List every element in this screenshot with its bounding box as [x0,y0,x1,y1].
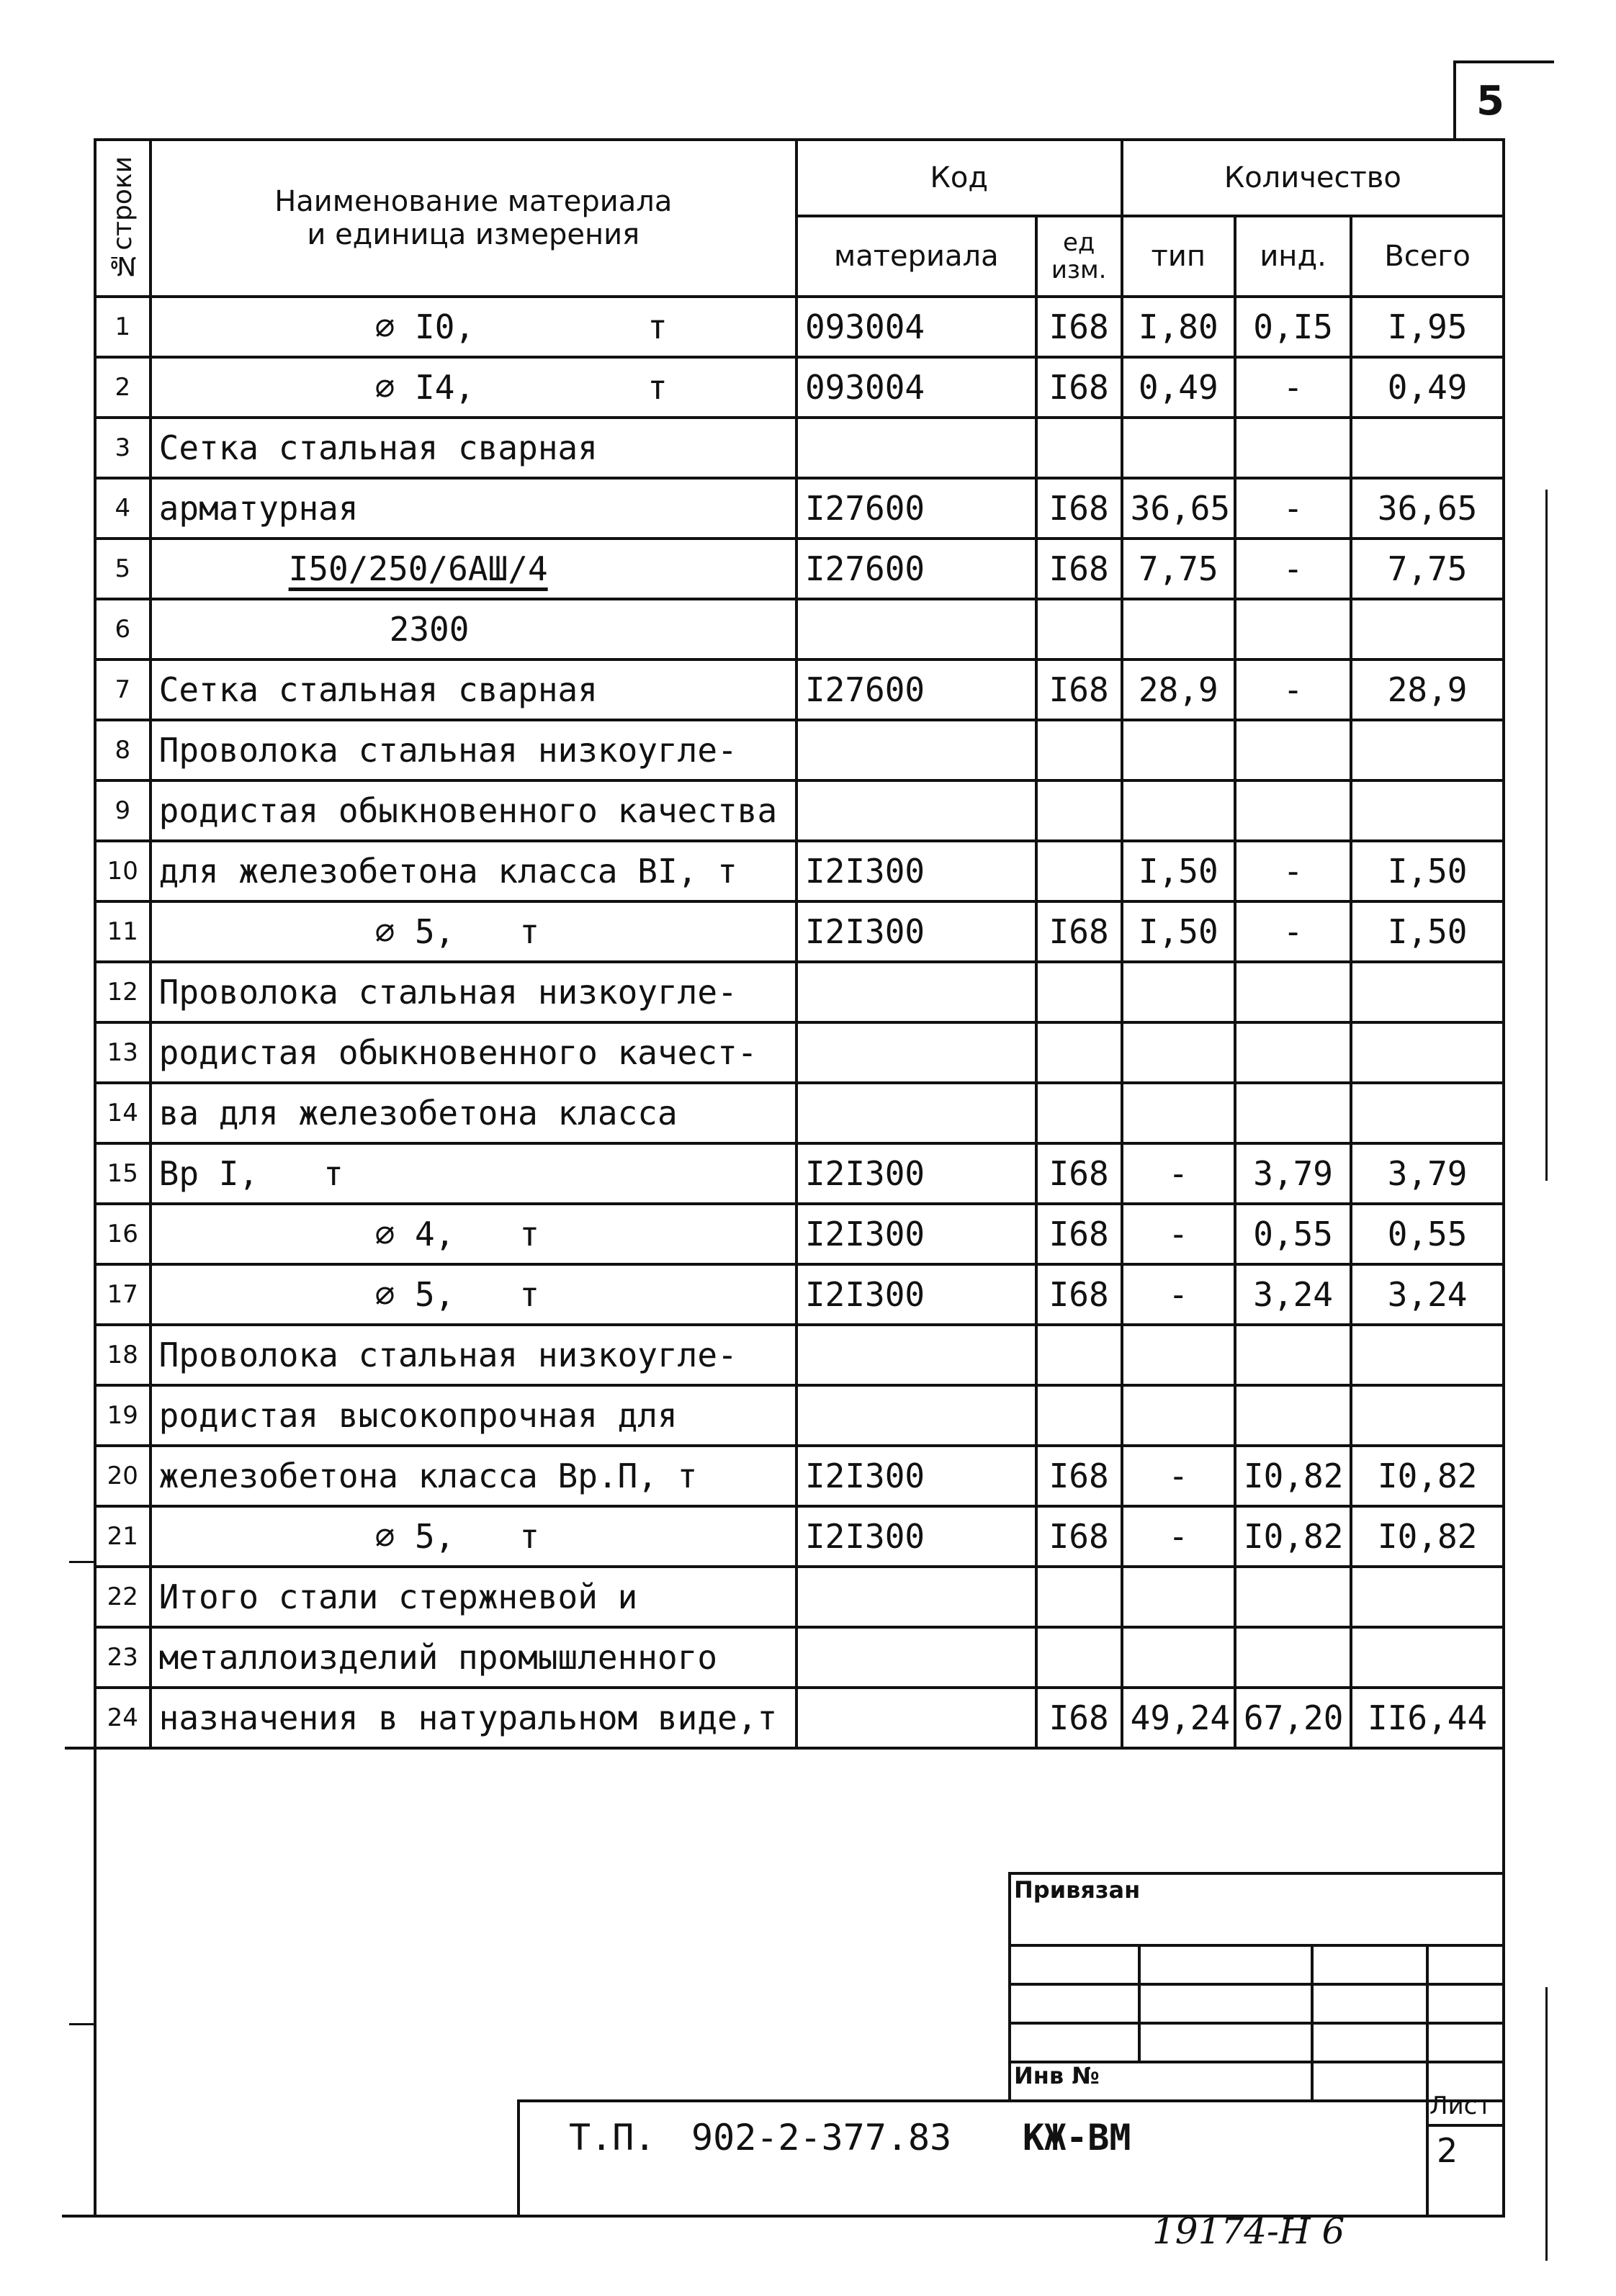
table-row [95,1446,1504,1506]
table-row [95,659,1504,720]
type-quantity [1122,418,1235,478]
ind-quantity [1235,599,1351,659]
row-number: 22 [95,1567,151,1627]
frame-left-bottom [94,1750,96,2218]
material-code: I2I300 [796,901,1036,962]
section-separator [65,1747,1505,1750]
row-number: 1 [95,297,151,357]
total-quantity [1351,1385,1504,1446]
ind-quantity: 0,I5 [1235,297,1351,357]
row-number: 2 [95,357,151,418]
table-row [95,1688,1504,1748]
ind-quantity: 67,20 [1235,1688,1351,1748]
material-name: ∅ 4, т [151,1204,796,1264]
type-quantity [1122,1385,1235,1446]
table-row [95,1627,1504,1688]
total-quantity [1351,1627,1504,1688]
unit-code [1036,1325,1122,1385]
row-number: 5 [95,539,151,599]
type-quantity: I,80 [1122,297,1235,357]
unit-code: I68 [1036,539,1122,599]
material-code: I27600 [796,539,1036,599]
table-row [95,1083,1504,1143]
unit-code: I68 [1036,1264,1122,1325]
type-quantity [1122,720,1235,780]
row-number: 23 [95,1627,151,1688]
material-name: родистая высокопрочная для [151,1385,796,1446]
table-row [95,780,1504,841]
type-quantity: 28,9 [1122,659,1235,720]
material-name: арматурная [151,478,796,539]
table-row [95,418,1504,478]
unit-label: т [519,912,540,951]
document-kind: КЖ-ВМ [1023,2117,1131,2158]
ind-quantity: 3,24 [1235,1264,1351,1325]
handwritten-note: 19174-Н 6 [1152,2210,1345,2252]
total-quantity [1351,720,1504,780]
total-quantity [1351,1567,1504,1627]
inventory-number-label: Инв № [1014,2062,1100,2089]
sheet-number: 2 [1437,2131,1458,2170]
table-row [95,1022,1504,1083]
material-code-header: материала [796,216,1036,297]
type-quantity: - [1122,1446,1235,1506]
table-row [95,720,1504,780]
material-code: I2I300 [796,1264,1036,1325]
type-quantity [1122,1627,1235,1688]
bound-label: Привязан [1014,1876,1141,1904]
total-quantity [1351,1022,1504,1083]
materials-table [94,138,1505,1750]
type-quantity: 0,49 [1122,357,1235,418]
ind-quantity: - [1235,841,1351,901]
sheet-label: Лист [1429,2092,1492,2120]
total-quantity: 36,65 [1351,478,1504,539]
total-quantity: 0,55 [1351,1204,1504,1264]
material-name: родистая обыкновенного качества [151,780,796,841]
row-number: 15 [95,1143,151,1204]
total-quantity [1351,599,1504,659]
total-quantity: 3,79 [1351,1143,1504,1204]
material-name: ∅ 5, т [151,901,796,962]
unit-code [1036,1022,1122,1083]
margin-edge-line [1545,490,1548,1181]
ind-quantity: - [1235,357,1351,418]
unit-code: I68 [1036,1506,1122,1567]
material-name: ∅ 5, т [151,1506,796,1567]
type-quantity [1122,1083,1235,1143]
material-name: I50/250/6АШ/4 [151,539,796,599]
material-name: для железобетона класса BI, т [151,841,796,901]
row-number: 18 [95,1325,151,1385]
unit-code [1036,1567,1122,1627]
material-code: I2I300 [796,1204,1036,1264]
total-quantity [1351,418,1504,478]
table-row [95,539,1504,599]
unit-label: т [647,368,668,407]
unit-code [1036,1385,1122,1446]
material-name: железобетона класса Вр.П, т [151,1446,796,1506]
table-row [95,841,1504,901]
material-name: ва для железобетона класса [151,1083,796,1143]
page-number-rule-vertical [1453,60,1456,140]
total-quantity: 0,49 [1351,357,1504,418]
ind-quantity [1235,418,1351,478]
total-quantity [1351,1325,1504,1385]
row-number: 17 [95,1264,151,1325]
type-quantity: 36,65 [1122,478,1235,539]
ind-quantity: - [1235,901,1351,962]
unit-label: т [519,1275,540,1314]
unit-code: I68 [1036,297,1122,357]
total-quantity: 3,24 [1351,1264,1504,1325]
material-name: Проволока стальная низкоугле- [151,720,796,780]
row-number: 4 [95,478,151,539]
page-number-rule [1453,60,1554,63]
total-quantity: I0,82 [1351,1446,1504,1506]
material-code [796,1022,1036,1083]
material-name: назначения в натуральном виде,т [151,1688,796,1748]
total-quantity: I,50 [1351,841,1504,901]
material-name: 2300 [151,599,796,659]
total-quantity: 28,9 [1351,659,1504,720]
row-number: 10 [95,841,151,901]
name-header: Наименование материала и единица измерения [151,140,796,297]
type-quantity: - [1122,1264,1235,1325]
row-number: 13 [95,1022,151,1083]
table-row [95,1143,1504,1204]
material-code [796,720,1036,780]
material-code [796,1325,1036,1385]
row-number: 11 [95,901,151,962]
total-header: Всего [1351,216,1504,297]
page-number: 5 [1476,78,1504,125]
unit-code [1036,1627,1122,1688]
row-number-header: №строки [95,140,151,297]
type-quantity [1122,1325,1235,1385]
total-quantity: 7,75 [1351,539,1504,599]
ind-quantity: - [1235,478,1351,539]
material-name: металлоизделий промышленного [151,1627,796,1688]
unit-code: I68 [1036,1143,1122,1204]
material-code: I27600 [796,659,1036,720]
unit-code: I68 [1036,1688,1122,1748]
margin-edge-line [1545,1987,1548,2261]
ind-quantity: - [1235,659,1351,720]
type-quantity [1122,962,1235,1022]
margin-tick [69,2023,95,2025]
material-code [796,1385,1036,1446]
table-row [95,297,1504,357]
row-number: 6 [95,599,151,659]
table-row [95,901,1504,962]
material-code: 093004 [796,357,1036,418]
material-code: 093004 [796,297,1036,357]
type-quantity [1122,599,1235,659]
document-code: Т.П. [569,2117,656,2158]
ind-quantity: 0,55 [1235,1204,1351,1264]
material-name: Вр I, т [151,1143,796,1204]
row-number: 8 [95,720,151,780]
unit-label: т [519,1517,540,1556]
ind-quantity [1235,720,1351,780]
material-code: I2I300 [796,841,1036,901]
unit-code: I68 [1036,901,1122,962]
table-row [95,962,1504,1022]
ind-quantity [1235,1627,1351,1688]
type-quantity [1122,1567,1235,1627]
material-code [796,780,1036,841]
row-number: 3 [95,418,151,478]
material-code [796,1083,1036,1143]
material-code: I2I300 [796,1446,1036,1506]
row-number: 12 [95,962,151,1022]
unit-code [1036,418,1122,478]
table-row [95,478,1504,539]
table-row [95,1325,1504,1385]
material-code [796,418,1036,478]
unit-code [1036,599,1122,659]
total-quantity: I,50 [1351,901,1504,962]
row-number: 21 [95,1506,151,1567]
material-name: ∅ I4, т [151,357,796,418]
type-quantity: - [1122,1143,1235,1204]
unit-code [1036,780,1122,841]
material-name: Сетка стальная сварная [151,659,796,720]
table-row [95,357,1504,418]
table-row [95,599,1504,659]
type-header: тип [1122,216,1235,297]
row-number: 16 [95,1204,151,1264]
type-quantity: I,50 [1122,901,1235,962]
type-quantity: 49,24 [1122,1688,1235,1748]
material-code [796,1567,1036,1627]
material-code [796,599,1036,659]
quantity-group-header: Количество [1122,140,1504,216]
unit-code: I68 [1036,1446,1122,1506]
ind-quantity [1235,962,1351,1022]
total-quantity: I0,82 [1351,1506,1504,1567]
ind-quantity: - [1235,539,1351,599]
unit-code: I68 [1036,659,1122,720]
unit-label: т [323,1154,344,1193]
ind-quantity [1235,1325,1351,1385]
margin-tick [69,1561,95,1563]
unit-code [1036,841,1122,901]
ind-quantity: 3,79 [1235,1143,1351,1204]
ind-quantity: I0,82 [1235,1446,1351,1506]
material-code [796,1688,1036,1748]
type-quantity: I,50 [1122,841,1235,901]
material-code: I2I300 [796,1143,1036,1204]
material-name: Проволока стальная низкоугле- [151,1325,796,1385]
total-quantity [1351,962,1504,1022]
total-quantity: II6,44 [1351,1688,1504,1748]
unit-code [1036,962,1122,1022]
unit-header: ед изм. [1036,216,1122,297]
table-row [95,1506,1504,1567]
material-name: ∅ 5, т [151,1264,796,1325]
table-row [95,1385,1504,1446]
unit-code: I68 [1036,357,1122,418]
material-code [796,1627,1036,1688]
table-row [95,1264,1504,1325]
ind-quantity [1235,1022,1351,1083]
ind-quantity [1235,1083,1351,1143]
material-code: I27600 [796,478,1036,539]
unit-code: I68 [1036,478,1122,539]
unit-label: т [647,307,668,346]
total-quantity [1351,1083,1504,1143]
unit-code: I68 [1036,1204,1122,1264]
material-name: Итого стали стержневой и [151,1567,796,1627]
type-quantity [1122,1022,1235,1083]
material-code: I2I300 [796,1506,1036,1567]
total-quantity [1351,780,1504,841]
row-number: 24 [95,1688,151,1748]
ind-quantity [1235,1385,1351,1446]
row-number: 20 [95,1446,151,1506]
row-number: 19 [95,1385,151,1446]
ind-header: инд. [1235,216,1351,297]
type-quantity [1122,780,1235,841]
table-row [95,1204,1504,1264]
material-name: ∅ I0, т [151,297,796,357]
row-number: 9 [95,780,151,841]
ind-quantity: I0,82 [1235,1506,1351,1567]
code-group-header: Код [796,140,1122,216]
type-quantity: - [1122,1506,1235,1567]
row-number: 14 [95,1083,151,1143]
ind-quantity [1235,780,1351,841]
material-name: родистая обыкновенного качест- [151,1022,796,1083]
unit-code [1036,720,1122,780]
row-number: 7 [95,659,151,720]
document-number: 902-2-377.83 [691,2117,952,2158]
material-name: Проволока стальная низкоугле- [151,962,796,1022]
type-quantity: 7,75 [1122,539,1235,599]
total-quantity: I,95 [1351,297,1504,357]
unit-label: т [519,1215,540,1253]
unit-code [1036,1083,1122,1143]
table-row [95,1567,1504,1627]
material-code [796,962,1036,1022]
material-name: Сетка стальная сварная [151,418,796,478]
ind-quantity [1235,1567,1351,1627]
type-quantity: - [1122,1204,1235,1264]
